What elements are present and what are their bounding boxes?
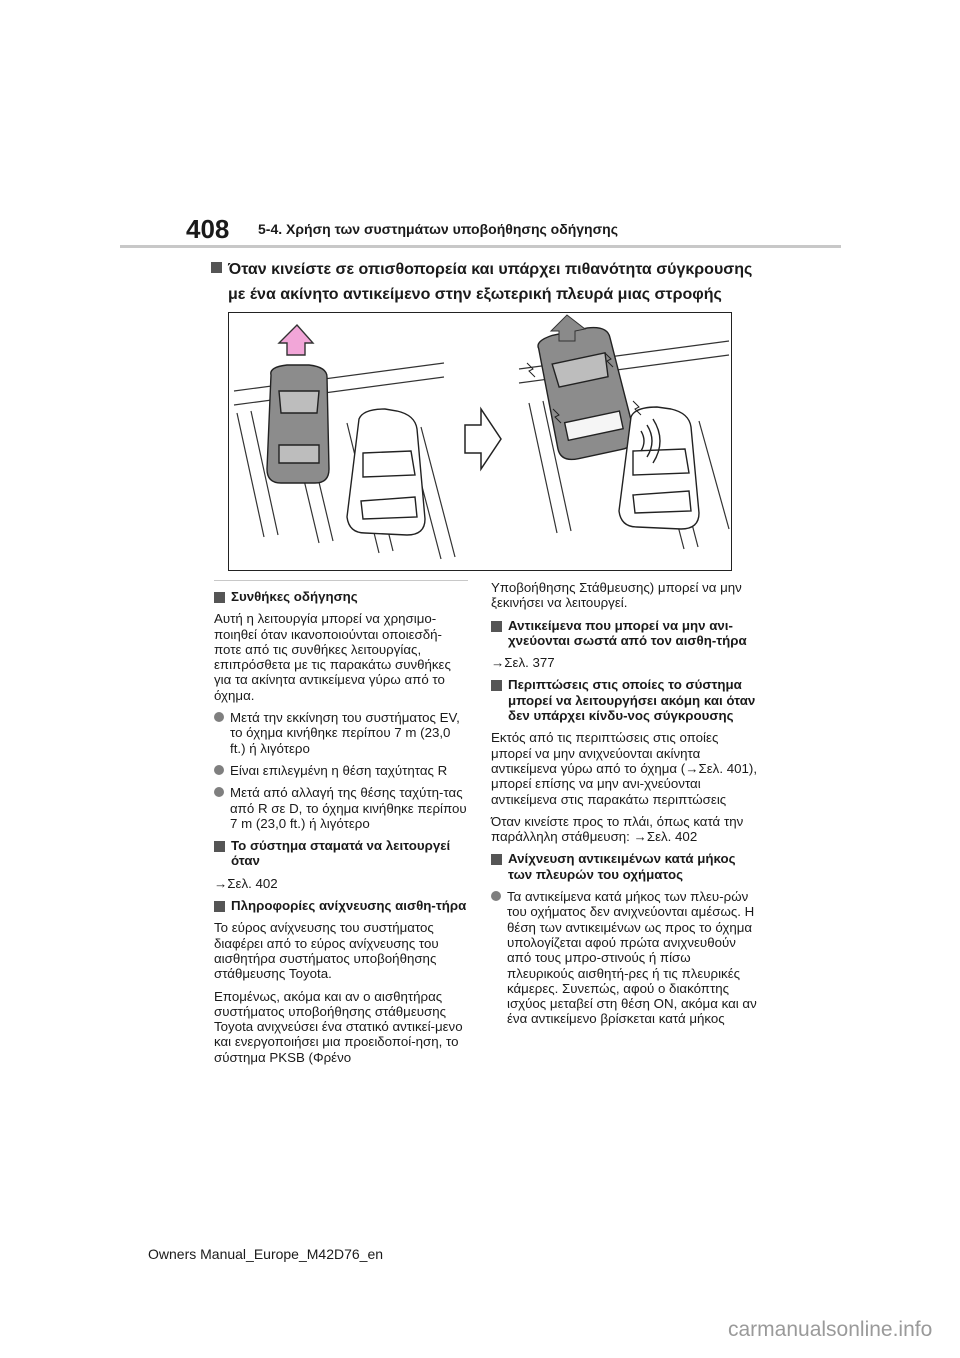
list-item [214, 710, 468, 756]
subheading-cases [491, 677, 761, 723]
list-item [214, 763, 468, 778]
right-column [491, 580, 761, 1034]
paragraph: Επομένως, ακόμα και αν ο αισθητήρας συστήματος υποβοήθησης στάθμευσης Toyota ανιχνεύσει ένα στατικό αντικεί-μενο και ενεργοποιήσει μια προειδοποί-ηση, το σύστημα PKSB (Φρένο [214, 988, 463, 1065]
right-parked-car [619, 407, 699, 529]
round-bullet-icon [491, 891, 501, 901]
subheading-text: Περιπτώσεις στις οποίες το σύστημα μπορεί να λειτουργήσει ακόμη και όταν δεν υπάρχει κίνδυ-νος σύγκρουσης [508, 677, 756, 724]
round-bullet-icon [214, 787, 224, 797]
section-heading [211, 257, 752, 307]
subheading-text: Αντικείμενα που μπορεί να μην ανι-χνεύονται σωστά από τον αισθη-τήρα [508, 617, 747, 648]
paragraph: Όταν κινείστε προς το πλάι, όπως κατά την παράλληλη στάθμευση: →Σελ. 402 [491, 813, 744, 845]
subheading-system-stops [214, 838, 468, 869]
heading-line-2: με ένα ακίνητο αντικείμενο στην εξωτερική πλευρά μιας στροφής [228, 286, 722, 303]
subheading-not-detected [491, 618, 761, 649]
paragraph: Αυτή η λειτουργία μπορεί να χρησιμο-ποιηθεί όταν ικανοποιούνται οποιεσδή-ποτε από τις συνθήκες λειτουργίας, επιπρόσθετα με τις παρακάτω συνθήκες για τα ακίνητα αντικείμενα γύρω από το όχημα. [214, 611, 451, 703]
square-bullet-icon [491, 680, 502, 691]
header-divider [120, 245, 841, 248]
square-bullet-icon [491, 854, 502, 865]
square-bullet-icon [214, 901, 225, 912]
subheading-side-detection [491, 851, 761, 882]
subheading-text: Πληροφορίες ανίχνευσης αισθη-τήρα [231, 898, 467, 914]
right-car [535, 323, 637, 462]
list-item [491, 889, 761, 1027]
watermark: carmanualsonline.info [728, 1318, 933, 1341]
square-bullet-icon [211, 262, 222, 273]
list-item-text: Είναι επιλεγμένη η θέση ταχύτητας R [230, 762, 448, 778]
left-column [214, 580, 468, 1072]
page-reference: →Σελ. 402 [214, 875, 278, 891]
paragraph: Εκτός από τις περιπτώσεις στις οποίες μπορεί να μην ανιχνεύονται ακίνητα αντικείμενα γύρω από το όχημα (→Σελ. 401), μπορεί επίσης να μην ανι-χνεύονται αντικείμενα στις παρακάτω περιπτώσεις [491, 730, 758, 807]
subheading-driving-conditions [214, 589, 468, 604]
subheading-sensor-info [214, 898, 468, 913]
list-item [214, 785, 468, 831]
transition-arrow [465, 409, 501, 469]
subheading-text: Το σύστημα σταματά να λειτουργεί όταν [231, 838, 451, 869]
list-item-text: Μετά την εκκίνηση του συστήματος EV, το όχημα κινήθηκε περίπου 7 m (23,0 ft.) ή λιγότερο [230, 710, 460, 756]
footer-text: Owners Manual_Europe_M42D76_en [148, 1246, 384, 1262]
subheading-text: Συνθήκες οδήγησης [231, 589, 358, 604]
parking-illustration [229, 313, 731, 570]
round-bullet-icon [214, 712, 224, 722]
paragraph: Το εύρος ανίχνευσης του συστήματος διαφέρει από το εύρος ανίχνευσης του αισθητήρα συστήματος υποβοήθησης στάθμευσης Toyota. [214, 920, 439, 982]
square-bullet-icon [214, 592, 225, 603]
subheading-text: Ανίχνευση αντικειμένων κατά μήκος των πλευρών του οχήματος [508, 851, 736, 882]
illustration-reversing-collision [228, 312, 732, 571]
page-reference: →Σελ. 377 [491, 655, 555, 671]
square-bullet-icon [491, 621, 502, 632]
list-item-text: Μετά από αλλαγή της θέσης ταχύτη-τας από R σε D, το όχημα κινήθηκε περίπου 7 m (23,0 ft.) ή λιγότερο [230, 785, 467, 831]
page-number: 408 [186, 214, 230, 244]
section-title: 5-4. Χρήση των συστημάτων υποβοήθησης οδήγησης [258, 221, 619, 237]
heading-line-1: Όταν κινείστε σε οπισθοπορεία και υπάρχει πιθανότητα σύγκρουσης [228, 261, 753, 278]
square-bullet-icon [214, 841, 225, 852]
left-parked-car [347, 409, 425, 535]
round-bullet-icon [214, 765, 224, 775]
column-divider [214, 580, 468, 581]
list-item-text: Τα αντικείμενα κατά μήκος των πλευ-ρών του οχήματος δεν ανιχνεύονται αμέσως. Η θέση των αντικειμένων ως προς το όχημα υπολογίζεται αφού πρώτα ανιχνευθούν από τους μπρο-στινούς ή πίσω πλευρικούς αισθητή-ρες ή τις πλευρικές κάμερες. Συνεπώς, αφού ο διακόπτης ισχύος μεταβεί στη θέση ON, ακόμα και αν ένα αντικείμενο βρίσκεται κατά μήκος [507, 889, 757, 1027]
paragraph-continuation: Υποβοήθησης Στάθμευσης) μπορεί να μην ξεκινήσει να λειτουργεί. [491, 580, 742, 611]
left-car [267, 325, 329, 483]
